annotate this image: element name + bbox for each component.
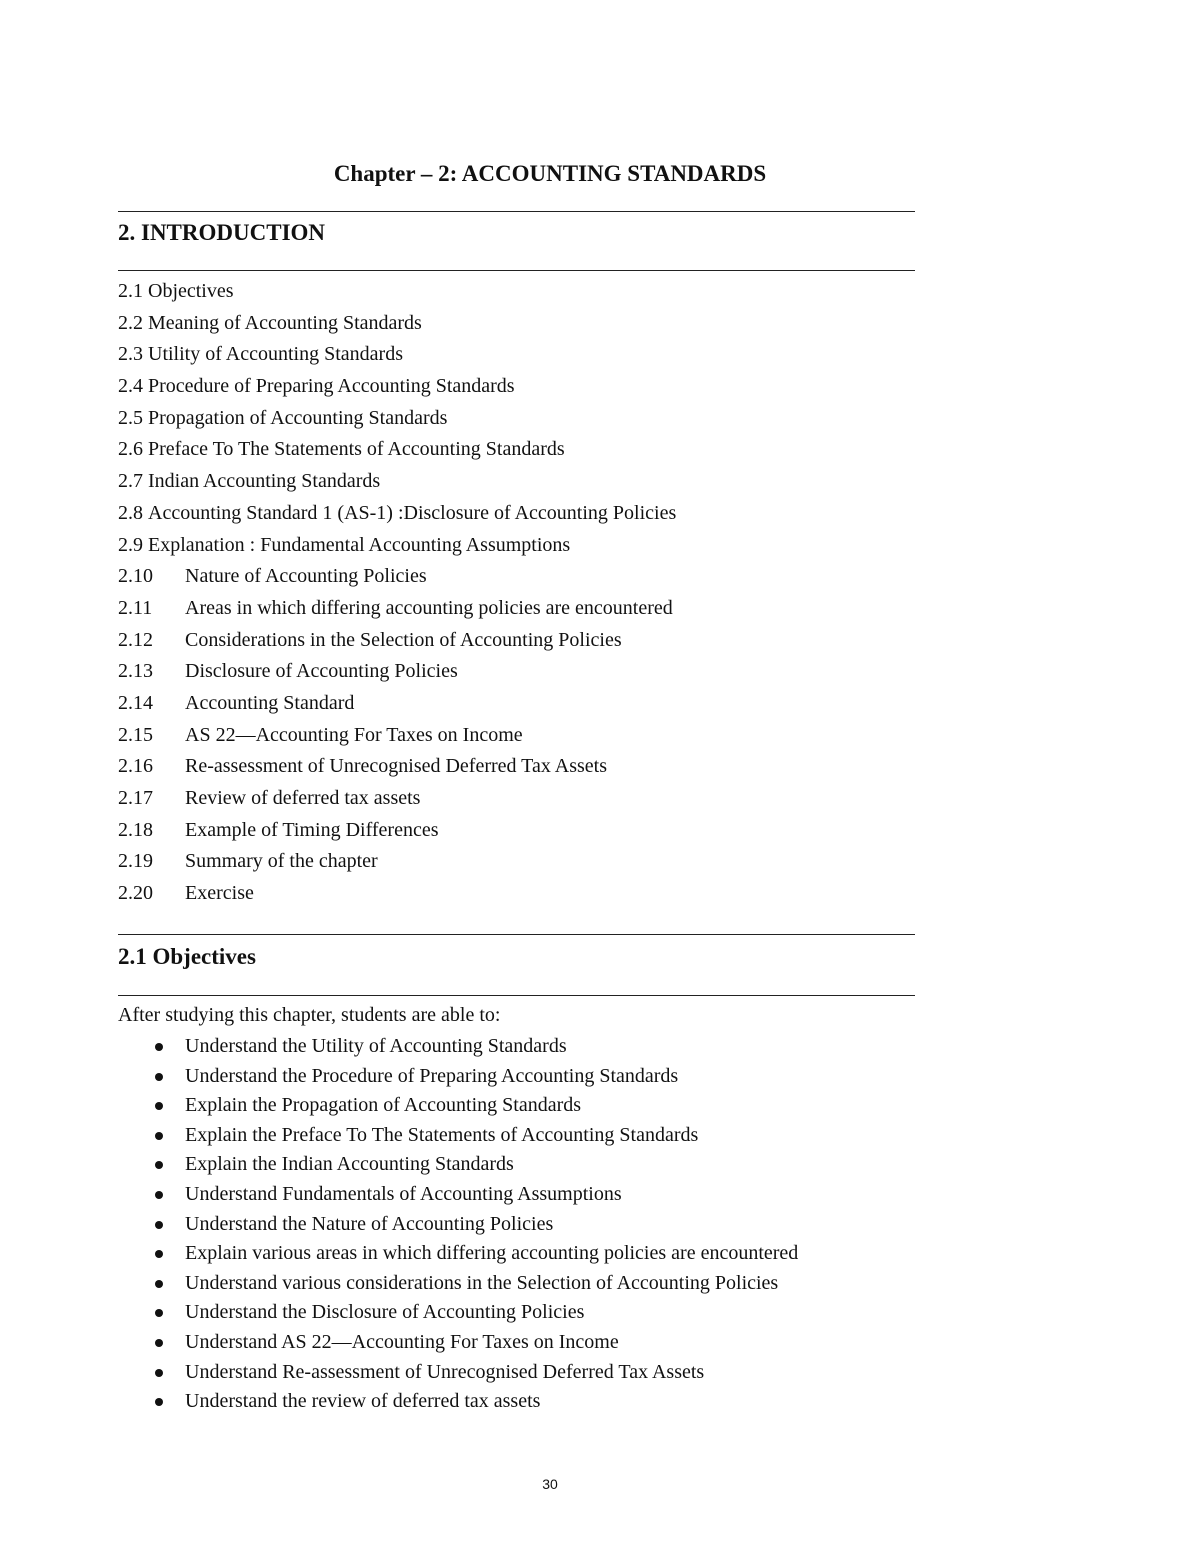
objective-text: Understand various considerations in the Selection of Accounting Policies [185, 1271, 779, 1294]
toc-item-number: 2.19 [118, 850, 153, 873]
list-item [118, 1032, 798, 1062]
divider-rule [118, 934, 915, 935]
toc-item-number: 2.10 [118, 565, 153, 588]
toc-item-text: Accounting Standard 1 (AS-1) :Disclosure of Accounting Policies [148, 501, 677, 524]
toc-item-text: Disclosure of Accounting Policies [185, 660, 458, 683]
objective-text: Explain the Preface To The Statements of Accounting Standards [185, 1123, 699, 1146]
list-item [118, 1328, 798, 1358]
toc-item [118, 308, 676, 340]
toc-item [118, 656, 676, 688]
list-item [118, 1121, 798, 1151]
objective-text: Understand the Disclosure of Accounting Policies [185, 1301, 585, 1324]
list-item [118, 1150, 798, 1180]
toc-item [118, 783, 676, 815]
toc-item [118, 561, 676, 593]
objective-text: Understand the review of deferred tax assets [185, 1390, 541, 1413]
toc-item-text: Propagation of Accounting Standards [148, 406, 448, 429]
toc-item-text: Areas in which differing accounting policies are encountered [185, 596, 673, 619]
toc-item-number: 2.5 [118, 406, 143, 429]
objective-text: Understand Re-assessment of Unrecognised Deferred Tax Assets [185, 1360, 705, 1383]
list-item [118, 1269, 798, 1299]
list-item [118, 1180, 798, 1210]
toc-item-text: Review of deferred tax assets [185, 787, 421, 809]
bullet-icon [155, 1369, 163, 1377]
list-item [118, 1239, 798, 1269]
introduction-heading: 2. INTRODUCTION [118, 220, 326, 245]
toc-item-text: Nature of Accounting Policies [185, 565, 427, 588]
list-item [118, 1091, 798, 1121]
toc-item-number: 2.17 [118, 787, 153, 809]
toc-item-number: 2.9 [118, 533, 143, 556]
divider-rule [118, 995, 915, 996]
toc-item [118, 371, 676, 403]
toc-item-text: Accounting Standard [185, 691, 355, 714]
toc-item [118, 751, 676, 783]
bullet-icon [155, 1043, 163, 1051]
toc-item-text: Utility of Accounting Standards [148, 343, 403, 366]
toc-item-number: 2.6 [118, 438, 143, 461]
bullet-icon [155, 1221, 163, 1229]
toc-item-text: Meaning of Accounting Standards [148, 311, 422, 334]
objective-text: Understand AS 22—Accounting For Taxes on Income [185, 1330, 619, 1353]
objective-text: Explain the Propagation of Accounting Standards [185, 1094, 582, 1117]
objectives-heading: 2.1 Objectives [118, 944, 256, 969]
toc-item-number: 2.13 [118, 660, 153, 683]
toc-item-text: Considerations in the Selection of Accounting Policies [185, 628, 622, 651]
chapter-title: Chapter – 2: ACCOUNTING STANDARDS [333, 161, 767, 186]
toc-item [118, 339, 676, 371]
bullet-icon [155, 1339, 163, 1347]
toc-item [118, 434, 676, 466]
objective-text: Understand the Utility of Accounting Standards [185, 1035, 567, 1057]
divider-rule [118, 211, 915, 212]
objective-text: Understand Fundamentals of Accounting Assumptions [185, 1182, 622, 1205]
toc-item-text: Procedure of Preparing Accounting Standards [148, 375, 515, 398]
objective-text: Explain various areas in which differing accounting policies are encountered [185, 1242, 799, 1265]
objectives-intro: After studying this chapter, students are able to: [118, 1004, 501, 1026]
toc-item-number: 2.11 [118, 596, 153, 619]
toc-item [118, 403, 676, 435]
divider-rule [118, 270, 915, 271]
toc-item [118, 688, 676, 720]
toc-item-text: Example of Timing Differences [185, 818, 439, 841]
toc-item [118, 625, 676, 657]
objectives-list [118, 1032, 798, 1417]
toc-item-number: 2.20 [118, 882, 153, 905]
toc-item [118, 878, 676, 910]
toc-item [118, 276, 676, 308]
toc-item-number: 2.18 [118, 818, 153, 841]
bullet-icon [155, 1250, 163, 1258]
bullet-icon [155, 1102, 163, 1110]
toc-item [118, 530, 676, 562]
toc-item [118, 720, 676, 752]
toc-item [118, 846, 676, 878]
bullet-icon [155, 1280, 163, 1288]
page-number: 30 [542, 1476, 558, 1492]
toc-item-text: Indian Accounting Standards [148, 470, 381, 493]
toc-item-number: 2.2 [118, 311, 143, 334]
toc-item-text: Explanation : Fundamental Accounting Assumptions [148, 533, 571, 556]
toc-item-number: 2.1 [118, 280, 143, 302]
list-item [118, 1358, 798, 1388]
list-item [118, 1298, 798, 1328]
toc-item [118, 498, 676, 530]
objective-text: Understand the Procedure of Preparing Accounting Standards [185, 1064, 679, 1087]
list-item [118, 1210, 798, 1240]
toc-item [118, 593, 676, 625]
toc-item-text: Exercise [185, 882, 254, 905]
toc-item-number: 2.3 [118, 343, 143, 366]
toc-item [118, 815, 676, 847]
bullet-icon [155, 1132, 163, 1140]
bullet-icon [155, 1191, 163, 1199]
toc-item-number: 2.4 [118, 375, 143, 398]
toc-item-number: 2.8 [118, 501, 143, 524]
bullet-icon [155, 1398, 163, 1406]
bullet-icon [155, 1309, 163, 1317]
toc-item-number: 2.7 [118, 470, 143, 493]
toc-item-number: 2.14 [118, 691, 153, 714]
bullet-icon [155, 1161, 163, 1169]
bullet-icon [155, 1073, 163, 1081]
toc-item-text: Preface To The Statements of Accounting Standards [148, 438, 565, 461]
objective-text: Understand the Nature of Accounting Policies [185, 1212, 554, 1235]
list-item [118, 1062, 798, 1092]
toc-item-text: Summary of the chapter [185, 850, 378, 873]
toc-item-text: Objectives [148, 280, 234, 302]
toc-item-number: 2.15 [118, 723, 153, 746]
toc-item-text: Re-assessment of Unrecognised Deferred Tax Assets [185, 755, 608, 778]
toc-item-number: 2.16 [118, 755, 153, 778]
objective-text: Explain the Indian Accounting Standards [185, 1153, 514, 1176]
toc-item-text: AS 22—Accounting For Taxes on Income [185, 723, 523, 746]
table-of-contents [118, 276, 676, 910]
list-item [118, 1387, 798, 1417]
toc-item-number: 2.12 [118, 628, 153, 651]
toc-item [118, 466, 676, 498]
